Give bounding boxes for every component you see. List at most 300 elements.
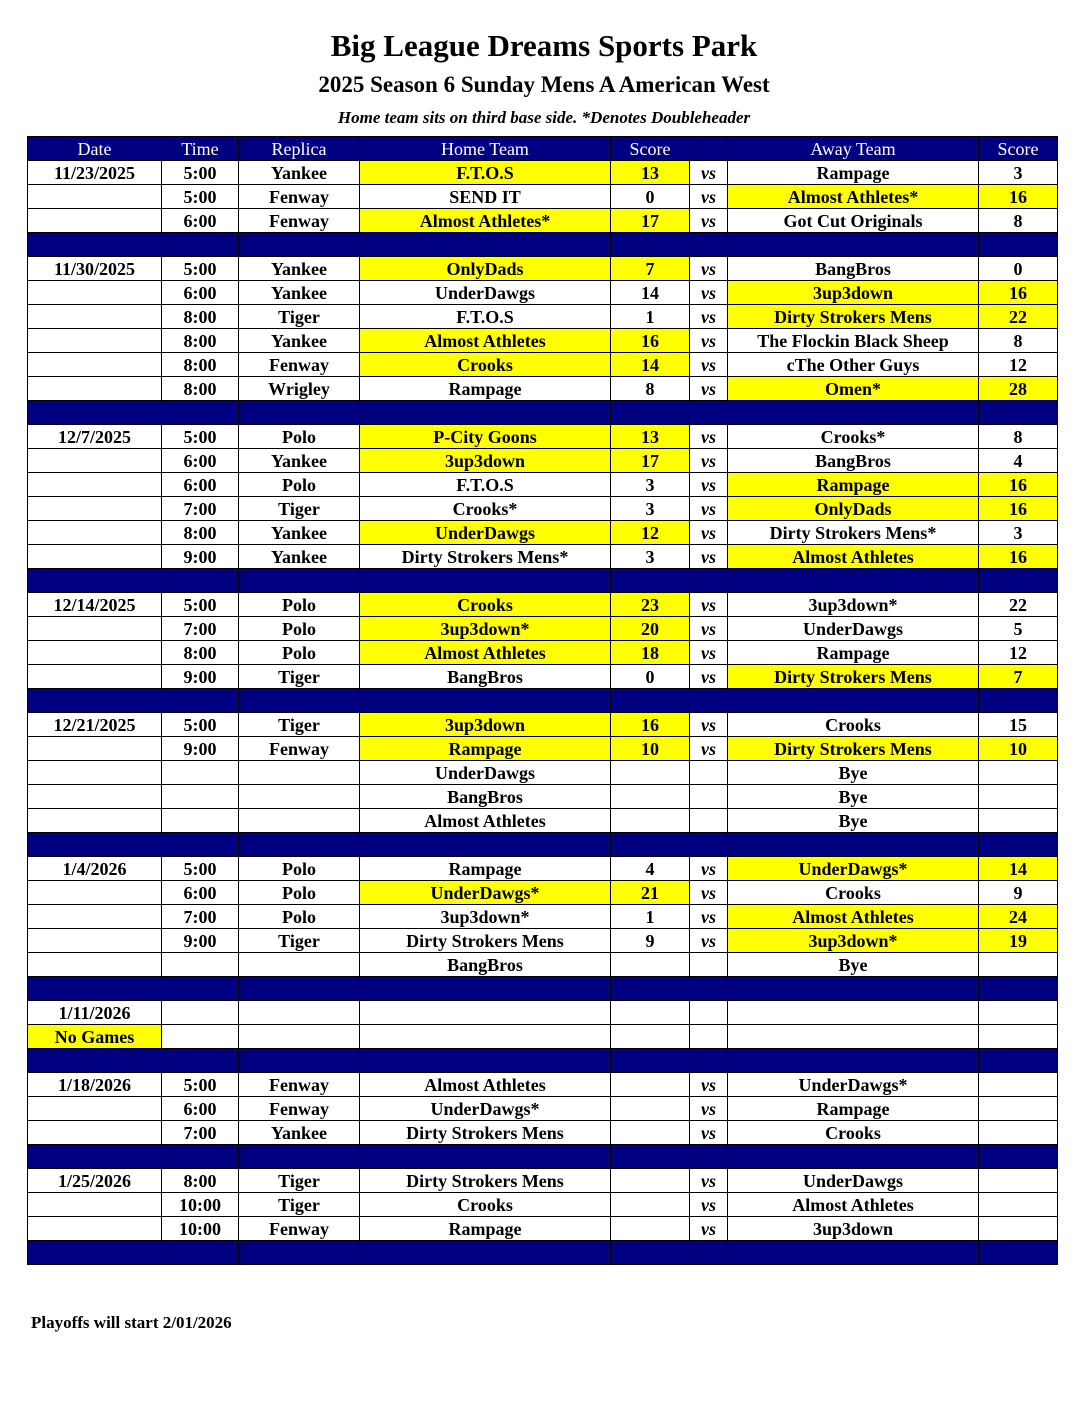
- away-score-cell: 8: [979, 425, 1058, 449]
- away-team-cell: 3up3down: [728, 281, 979, 305]
- date-cell: [28, 641, 162, 665]
- separator-cell: [28, 1241, 162, 1265]
- game-row: [28, 593, 1058, 617]
- separator-cell: [611, 833, 690, 857]
- vs-cell: vs: [690, 257, 728, 281]
- game-row: [28, 665, 1058, 689]
- time-cell: 8:00: [162, 377, 239, 401]
- vs-cell: [690, 785, 728, 809]
- vs-cell: vs: [690, 713, 728, 737]
- home-team-cell: F.T.O.S: [360, 473, 611, 497]
- separator-cell: [728, 1049, 979, 1073]
- vs-cell: vs: [690, 521, 728, 545]
- away-score-cell: [979, 1217, 1058, 1241]
- header-row: [28, 137, 1058, 161]
- separator-cell: [611, 977, 690, 1001]
- time-cell: 8:00: [162, 305, 239, 329]
- date-cell: 11/23/2025: [28, 161, 162, 185]
- away-team-cell: 3up3down*: [728, 929, 979, 953]
- time-cell: 8:00: [162, 521, 239, 545]
- away-score-cell: 7: [979, 665, 1058, 689]
- vs-cell: vs: [690, 377, 728, 401]
- schedule-table: [27, 136, 1058, 1265]
- separator-cell: [162, 977, 239, 1001]
- home-team-cell: Rampage: [360, 737, 611, 761]
- home-team-cell: OnlyDads: [360, 257, 611, 281]
- home-team-cell: Crooks: [360, 353, 611, 377]
- replica-cell: Yankee: [239, 161, 360, 185]
- col-away-team-header: Away Team: [728, 137, 979, 161]
- separator-cell: [239, 689, 360, 713]
- week-separator-row: [28, 569, 1058, 593]
- separator-cell: [611, 233, 690, 257]
- game-row: [28, 1073, 1058, 1097]
- vs-cell: [690, 1001, 728, 1025]
- away-team-cell: BangBros: [728, 449, 979, 473]
- date-cell: [28, 185, 162, 209]
- date-cell: [28, 353, 162, 377]
- away-score-cell: 16: [979, 497, 1058, 521]
- date-cell: [28, 545, 162, 569]
- separator-cell: [360, 233, 611, 257]
- separator-cell: [979, 233, 1058, 257]
- replica-cell: Tiger: [239, 665, 360, 689]
- separator-cell: [28, 569, 162, 593]
- time-cell: 7:00: [162, 497, 239, 521]
- separator-cell: [28, 233, 162, 257]
- home-team-cell: Dirty Strokers Mens*: [360, 545, 611, 569]
- separator-cell: [728, 1145, 979, 1169]
- vs-cell: vs: [690, 185, 728, 209]
- separator-cell: [728, 833, 979, 857]
- col-time-header: Time: [162, 137, 239, 161]
- home-score-cell: [611, 953, 690, 977]
- away-score-cell: 22: [979, 593, 1058, 617]
- replica-cell: Polo: [239, 617, 360, 641]
- away-team-cell: Dirty Strokers Mens: [728, 737, 979, 761]
- home-team-cell: 3up3down: [360, 449, 611, 473]
- separator-cell: [162, 1241, 239, 1265]
- home-team-cell: Dirty Strokers Mens: [360, 929, 611, 953]
- col-vs-header: [690, 137, 728, 161]
- home-team-cell: Almost Athletes*: [360, 209, 611, 233]
- date-cell: 12/14/2025: [28, 593, 162, 617]
- date-cell: [28, 1097, 162, 1121]
- replica-cell: Tiger: [239, 1193, 360, 1217]
- home-score-cell: [611, 1121, 690, 1145]
- date-cell: [28, 521, 162, 545]
- time-cell: 5:00: [162, 161, 239, 185]
- vs-cell: vs: [690, 161, 728, 185]
- separator-cell: [611, 689, 690, 713]
- replica-cell: [239, 761, 360, 785]
- game-row: [28, 329, 1058, 353]
- home-score-cell: 8: [611, 377, 690, 401]
- date-cell: 11/30/2025: [28, 257, 162, 281]
- separator-cell: [360, 833, 611, 857]
- home-team-cell: 3up3down*: [360, 905, 611, 929]
- replica-cell: Polo: [239, 857, 360, 881]
- home-team-cell: 3up3down*: [360, 617, 611, 641]
- separator-cell: [979, 1241, 1058, 1265]
- date-cell: 1/25/2026: [28, 1169, 162, 1193]
- time-cell: 9:00: [162, 665, 239, 689]
- game-row: [28, 929, 1058, 953]
- away-score-cell: [979, 809, 1058, 833]
- time-cell: 6:00: [162, 209, 239, 233]
- away-team-cell: Bye: [728, 809, 979, 833]
- separator-cell: [162, 689, 239, 713]
- away-team-cell: UnderDawgs*: [728, 857, 979, 881]
- replica-cell: Polo: [239, 881, 360, 905]
- away-team-cell: [728, 1025, 979, 1049]
- home-team-cell: Rampage: [360, 857, 611, 881]
- separator-cell: [239, 833, 360, 857]
- date-cell: [28, 929, 162, 953]
- away-score-cell: 12: [979, 641, 1058, 665]
- separator-cell: [611, 569, 690, 593]
- week-separator-row: [28, 1241, 1058, 1265]
- time-cell: 9:00: [162, 929, 239, 953]
- time-cell: 8:00: [162, 353, 239, 377]
- home-team-cell: Rampage: [360, 1217, 611, 1241]
- replica-cell: Fenway: [239, 1073, 360, 1097]
- date-cell: [28, 905, 162, 929]
- home-team-cell: F.T.O.S: [360, 305, 611, 329]
- time-cell: 5:00: [162, 185, 239, 209]
- replica-cell: Polo: [239, 473, 360, 497]
- home-score-cell: 14: [611, 281, 690, 305]
- home-score-cell: 3: [611, 473, 690, 497]
- replica-cell: Tiger: [239, 497, 360, 521]
- away-team-cell: BangBros: [728, 257, 979, 281]
- time-cell: [162, 953, 239, 977]
- away-score-cell: [979, 1001, 1058, 1025]
- time-cell: [162, 1001, 239, 1025]
- date-cell: [28, 665, 162, 689]
- away-team-cell: Crooks: [728, 713, 979, 737]
- home-score-cell: 1: [611, 305, 690, 329]
- col-replica-header: Replica: [239, 137, 360, 161]
- away-score-cell: 9: [979, 881, 1058, 905]
- away-score-cell: 28: [979, 377, 1058, 401]
- away-score-cell: 16: [979, 185, 1058, 209]
- game-row: [28, 641, 1058, 665]
- home-score-cell: 17: [611, 449, 690, 473]
- date-cell: [28, 281, 162, 305]
- date-cell: [28, 209, 162, 233]
- vs-cell: vs: [690, 329, 728, 353]
- separator-cell: [239, 401, 360, 425]
- week-separator-row: [28, 1145, 1058, 1169]
- time-cell: 6:00: [162, 473, 239, 497]
- replica-cell: Yankee: [239, 545, 360, 569]
- vs-cell: vs: [690, 545, 728, 569]
- separator-cell: [728, 233, 979, 257]
- away-team-cell: Dirty Strokers Mens: [728, 305, 979, 329]
- game-row: [28, 449, 1058, 473]
- replica-cell: [239, 1001, 360, 1025]
- vs-cell: vs: [690, 857, 728, 881]
- separator-cell: [690, 401, 728, 425]
- vs-cell: [690, 1025, 728, 1049]
- replica-cell: Polo: [239, 425, 360, 449]
- game-row: [28, 1001, 1058, 1025]
- time-cell: 10:00: [162, 1217, 239, 1241]
- week-separator-row: [28, 689, 1058, 713]
- vs-cell: vs: [690, 209, 728, 233]
- away-score-cell: [979, 953, 1058, 977]
- home-score-cell: 0: [611, 185, 690, 209]
- home-team-cell: BangBros: [360, 953, 611, 977]
- home-team-cell: [360, 1001, 611, 1025]
- playoffs-note: Playoffs will start 2/01/2026: [31, 1313, 232, 1332]
- time-cell: 7:00: [162, 905, 239, 929]
- game-row: [28, 521, 1058, 545]
- separator-cell: [728, 1241, 979, 1265]
- separator-cell: [690, 977, 728, 1001]
- home-team-cell: Dirty Strokers Mens: [360, 1169, 611, 1193]
- home-team-cell: Dirty Strokers Mens: [360, 1121, 611, 1145]
- away-team-cell: UnderDawgs*: [728, 1073, 979, 1097]
- date-cell: 1/11/2026: [28, 1001, 162, 1025]
- away-score-cell: [979, 1025, 1058, 1049]
- game-row: [28, 281, 1058, 305]
- time-cell: 5:00: [162, 257, 239, 281]
- week-separator-row: [28, 401, 1058, 425]
- home-score-cell: 3: [611, 545, 690, 569]
- replica-cell: Yankee: [239, 257, 360, 281]
- replica-cell: Fenway: [239, 1097, 360, 1121]
- away-team-cell: Almost Athletes: [728, 905, 979, 929]
- vs-cell: vs: [690, 905, 728, 929]
- vs-cell: vs: [690, 617, 728, 641]
- home-team-cell: UnderDawgs*: [360, 1097, 611, 1121]
- vs-cell: vs: [690, 281, 728, 305]
- time-cell: 5:00: [162, 713, 239, 737]
- game-row: [28, 1121, 1058, 1145]
- away-score-cell: 8: [979, 329, 1058, 353]
- replica-cell: Tiger: [239, 713, 360, 737]
- home-team-cell: P-City Goons: [360, 425, 611, 449]
- home-score-cell: [611, 1073, 690, 1097]
- date-cell: [28, 1217, 162, 1241]
- vs-cell: vs: [690, 1097, 728, 1121]
- away-team-cell: cThe Other Guys: [728, 353, 979, 377]
- separator-cell: [360, 401, 611, 425]
- away-team-cell: Bye: [728, 785, 979, 809]
- col-date-header: Date: [28, 137, 162, 161]
- home-score-cell: 16: [611, 329, 690, 353]
- date-cell: [28, 737, 162, 761]
- away-score-cell: 16: [979, 545, 1058, 569]
- separator-cell: [979, 1049, 1058, 1073]
- separator-cell: [28, 1049, 162, 1073]
- home-score-cell: 9: [611, 929, 690, 953]
- away-team-cell: Crooks*: [728, 425, 979, 449]
- vs-cell: vs: [690, 449, 728, 473]
- separator-cell: [611, 401, 690, 425]
- game-row: [28, 1217, 1058, 1241]
- home-team-cell: Almost Athletes: [360, 329, 611, 353]
- away-score-cell: [979, 785, 1058, 809]
- vs-cell: [690, 809, 728, 833]
- separator-cell: [162, 1145, 239, 1169]
- separator-cell: [728, 689, 979, 713]
- home-team-cell: F.T.O.S: [360, 161, 611, 185]
- home-team-cell: UnderDawgs: [360, 281, 611, 305]
- separator-cell: [162, 569, 239, 593]
- away-team-cell: Almost Athletes: [728, 1193, 979, 1217]
- time-cell: 5:00: [162, 593, 239, 617]
- home-score-cell: 13: [611, 425, 690, 449]
- separator-cell: [239, 977, 360, 1001]
- replica-cell: Tiger: [239, 929, 360, 953]
- separator-cell: [979, 833, 1058, 857]
- date-cell: 1/18/2026: [28, 1073, 162, 1097]
- separator-cell: [690, 1145, 728, 1169]
- home-team-cell: Crooks: [360, 1193, 611, 1217]
- date-cell: [28, 809, 162, 833]
- time-cell: 5:00: [162, 1073, 239, 1097]
- replica-cell: Fenway: [239, 737, 360, 761]
- replica-cell: [239, 953, 360, 977]
- home-score-cell: 17: [611, 209, 690, 233]
- game-row: [28, 1193, 1058, 1217]
- vs-cell: vs: [690, 881, 728, 905]
- home-score-cell: 4: [611, 857, 690, 881]
- time-cell: 8:00: [162, 641, 239, 665]
- home-score-cell: [611, 1025, 690, 1049]
- separator-cell: [979, 689, 1058, 713]
- time-cell: 7:00: [162, 617, 239, 641]
- game-row: [28, 161, 1058, 185]
- home-team-note: Home team sits on third base side. *Denotes Doubleheader: [337, 108, 751, 127]
- separator-cell: [728, 977, 979, 1001]
- game-row: [28, 353, 1058, 377]
- home-score-cell: 21: [611, 881, 690, 905]
- replica-cell: Yankee: [239, 329, 360, 353]
- separator-cell: [239, 569, 360, 593]
- away-team-cell: UnderDawgs: [728, 617, 979, 641]
- away-score-cell: 19: [979, 929, 1058, 953]
- away-team-cell: Almost Athletes: [728, 545, 979, 569]
- separator-cell: [162, 1049, 239, 1073]
- separator-cell: [28, 1145, 162, 1169]
- game-row: [28, 377, 1058, 401]
- date-cell: [28, 449, 162, 473]
- home-score-cell: 23: [611, 593, 690, 617]
- home-team-cell: Crooks*: [360, 497, 611, 521]
- replica-cell: Tiger: [239, 1169, 360, 1193]
- home-team-cell: BangBros: [360, 665, 611, 689]
- vs-cell: vs: [690, 1217, 728, 1241]
- vs-cell: vs: [690, 473, 728, 497]
- separator-cell: [239, 1049, 360, 1073]
- separator-cell: [690, 569, 728, 593]
- away-score-cell: [979, 1193, 1058, 1217]
- vs-cell: vs: [690, 641, 728, 665]
- home-score-cell: 18: [611, 641, 690, 665]
- replica-cell: [239, 809, 360, 833]
- col-away-score-header: Score: [979, 137, 1058, 161]
- separator-cell: [360, 569, 611, 593]
- separator-cell: [690, 833, 728, 857]
- home-score-cell: 0: [611, 665, 690, 689]
- separator-cell: [728, 401, 979, 425]
- separator-cell: [162, 833, 239, 857]
- away-score-cell: 5: [979, 617, 1058, 641]
- time-cell: [162, 761, 239, 785]
- away-score-cell: [979, 1097, 1058, 1121]
- away-score-cell: [979, 761, 1058, 785]
- time-cell: 5:00: [162, 857, 239, 881]
- separator-cell: [690, 233, 728, 257]
- date-cell: [28, 881, 162, 905]
- replica-cell: Fenway: [239, 185, 360, 209]
- away-score-cell: 4: [979, 449, 1058, 473]
- away-team-cell: OnlyDads: [728, 497, 979, 521]
- vs-cell: vs: [690, 929, 728, 953]
- game-row: [28, 905, 1058, 929]
- home-team-cell: Rampage: [360, 377, 611, 401]
- separator-cell: [690, 689, 728, 713]
- replica-cell: Polo: [239, 905, 360, 929]
- home-team-cell: BangBros: [360, 785, 611, 809]
- separator-cell: [979, 977, 1058, 1001]
- away-score-cell: 12: [979, 353, 1058, 377]
- away-team-cell: The Flockin Black Sheep: [728, 329, 979, 353]
- home-score-cell: 10: [611, 737, 690, 761]
- col-home-score-header: Score: [611, 137, 690, 161]
- date-cell: [28, 1121, 162, 1145]
- replica-cell: Fenway: [239, 1217, 360, 1241]
- time-cell: 10:00: [162, 1193, 239, 1217]
- vs-cell: vs: [690, 1073, 728, 1097]
- vs-cell: vs: [690, 425, 728, 449]
- home-score-cell: 12: [611, 521, 690, 545]
- replica-cell: Yankee: [239, 449, 360, 473]
- replica-cell: Polo: [239, 593, 360, 617]
- game-row: [28, 809, 1058, 833]
- game-row: [28, 1097, 1058, 1121]
- vs-cell: vs: [690, 665, 728, 689]
- away-score-cell: 0: [979, 257, 1058, 281]
- date-cell: No Games: [28, 1025, 162, 1049]
- separator-cell: [28, 401, 162, 425]
- replica-cell: Polo: [239, 641, 360, 665]
- date-cell: [28, 1193, 162, 1217]
- replica-cell: Yankee: [239, 521, 360, 545]
- vs-cell: vs: [690, 737, 728, 761]
- away-team-cell: [728, 1001, 979, 1025]
- separator-cell: [360, 1049, 611, 1073]
- time-cell: 8:00: [162, 1169, 239, 1193]
- date-cell: [28, 473, 162, 497]
- separator-cell: [28, 977, 162, 1001]
- game-row: [28, 1025, 1058, 1049]
- away-score-cell: 3: [979, 521, 1058, 545]
- vs-cell: vs: [690, 497, 728, 521]
- home-score-cell: 20: [611, 617, 690, 641]
- away-team-cell: Omen*: [728, 377, 979, 401]
- away-team-cell: Crooks: [728, 881, 979, 905]
- away-score-cell: 14: [979, 857, 1058, 881]
- home-score-cell: 7: [611, 257, 690, 281]
- week-separator-row: [28, 977, 1058, 1001]
- date-cell: 12/21/2025: [28, 713, 162, 737]
- time-cell: [162, 809, 239, 833]
